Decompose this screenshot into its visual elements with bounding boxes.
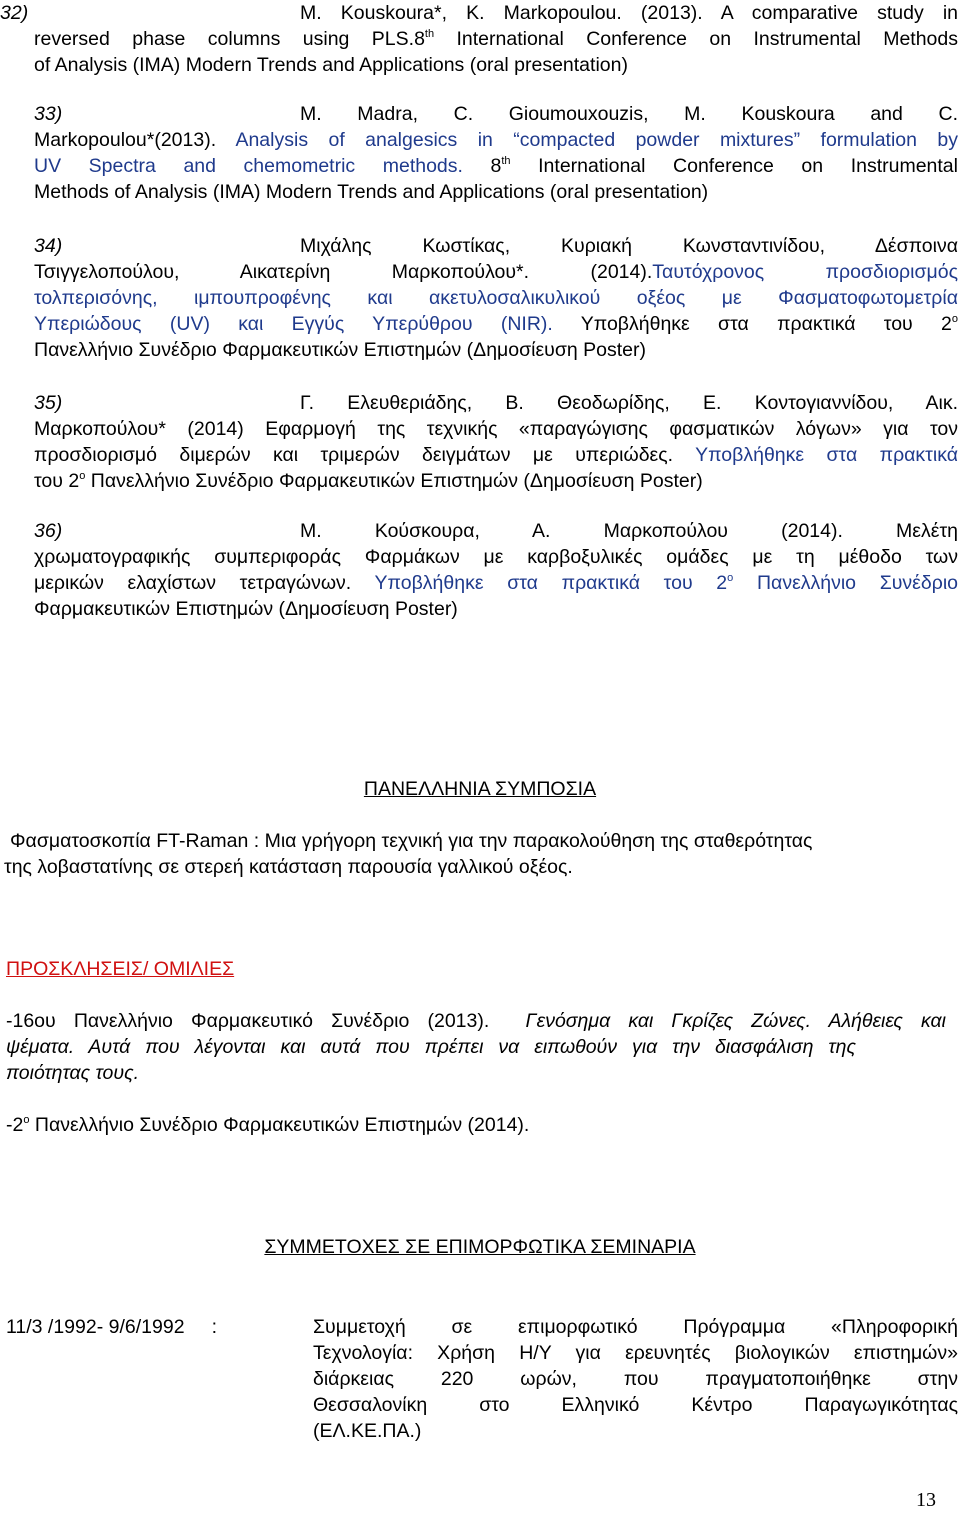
entry-authors: M. Madra, C. Gioumouxouzis, M. Kouskoura and C. — [300, 103, 958, 125]
seminar-description: Συμμετοχή σε επιμορφωτικό Πρόγραμμα «Πληροφορική Τεχνολογία: Χρήση Η/Υ για ερευνητές βιολογικών επιστημών» διάρκειας 220 ωρών, που πραγματοποιήθηκε στην Θεσσαλονίκη στο Ελληνικό Κέντρο Παραγωγικότητας (ΕΛ.ΚΕ.ΠΑ.) — [313, 1316, 958, 1442]
entry-authors: M. Kouskoura*, K. Markopoulou. (2013). A comparative study in — [300, 2, 958, 24]
entry-authors: Μιχάλης Κωστίκας, Κυριακή Κωνσταντινίδου, Δέσποινα — [300, 235, 958, 257]
entry-36: 36) Μ. Κούσκουρα, Α. Μαρκοπούλου (2014). Μελέτη χρωματογραφικής συμπεριφοράς Φαρμάκων με καρβοξυλικές ομάδες με τη μέθοδο των μερικών ελαχίστων τετραγώνων. Υποβλήθηκε στα πρακτικά του $2^o$ Πανελλήνιο Συνέδριο Φαρμακευτικών Επιστημών (Δημοσίευση Poster) — [34, 520, 958, 620]
entry-35: 35) Γ. Ελευθεριάδης, Β. Θεοδωρίδης, Ε. Κοντογιαννίδου, Αικ. Μαρκοπούλου* (2014) Εφαρμογή της τεχνικής «παραγώγισης φασματικών λόγων» για τον προσδιορισμό διμερών και τριμερών δειγμάτων με υπεριώδες. Υποβλήθηκε στα πρακτικά του $2^o$ Πανελλήνιο Συνέδριο Φαρμακευτικών Επιστημών (Δημοσίευση Poster) — [34, 392, 959, 492]
entry-authors: Μ. Κούσκουρα, Α. Μαρκοπούλου (2014). Μελέτη — [300, 520, 958, 542]
entry-number: 32) — [0, 2, 29, 24]
entry-title: Analysis of analgesics in “compacted powder mixtures” formulation by — [235, 129, 958, 151]
section-heading-symposia: ΠΑΝΕΛΛΗΝΙΑ ΣΥΜΠΟΣΙΑ — [363, 778, 597, 800]
entry-34: 34) Μιχάλης Κωστίκας, Κυριακή Κωνσταντινίδου, Δέσποινα Τσιγγελοπούλου, Αικατερίνη Μαρκοπούλου*. (2014).Ταυτόχρονος προσδιορισμός τολπερισόνης, ιμπουπροφένης και ακετυλοσαλικυλικού οξέος με Φασματοφωτομετρία Υπεριώδους (UV) και Εγγύς Υπερύθρου (NIR). Υποβλήθηκε στα πρακτικά του $2^o$ Πανελλήνιο Συνέδριο Φαρμακευτικών Επιστημών (Δημοσίευση Poster) — [34, 235, 958, 361]
section-heading-invitations: ΠΡΟΣΚΛΗΣΕΙΣ/ ΟΜΙΛΙΕΣ — [6, 958, 235, 980]
seminar-date: 11/3 /1992- 9/6/1992 : — [6, 1316, 218, 1338]
entry-32 — [0, 0, 958, 26]
entry-32-body: reversed phase columns using PLS.8th International Conference on Instrumental Methods of Analysis (IMA) Modern Trends and Applications (oral presentation) — [34, 28, 958, 76]
invitation-item-1: -16ου Πανελλήνιο Φαρμακευτικό Συνέδριο (2013). Γενόσημα και Γκρίζες Ζώνες. Αλήθειες και ψέματα. Αυτά που λέγονται και αυτά που πρέπει να ειπωθούν για την διασφάλιση της ποιότητας τους. — [6, 1010, 946, 1084]
invitation-item-2: $-2^o$ Πανελλήνιο Συνέδριο Φαρμακευτικών Επιστημών (2014). — [6, 1114, 530, 1136]
entry-number: 35) — [34, 392, 63, 414]
entry-number: 33) — [34, 103, 63, 125]
entry-33: 33) M. Madra, C. Gioumouxouzis, M. Kouskoura and C. Markopoulou*(2013). Analysis of analgesics in “compacted powder mixtures” formulation by UV Spectra and chemometric methods. 8th International Conference on Instrumental Methods of Analysis (IMA) Modern Trends and Applications (oral presentation) — [34, 103, 958, 203]
symposia-entry: Φασματοσκοπία FT-Raman : Μια γρήγορη τεχνική για την παρακολούθηση της σταθερότητας της λοβαστατίνης σε στερεή κατάσταση παρουσία γαλλικού οξέος. — [4, 830, 813, 878]
entry-authors: Γ. Ελευθεριάδης, Β. Θεοδωρίδης, Ε. Κοντογιαννίδου, Αικ. — [300, 392, 958, 414]
entry-number: 36) — [34, 520, 63, 542]
entry-number: 34) — [34, 235, 63, 257]
section-heading-seminars: ΣΥΜΜΕΤΟΧΕΣ ΣΕ ΕΠΙΜΟΡΦΩΤΙΚΑ ΣΕΜΙΝΑΡΙΑ — [264, 1236, 696, 1258]
page-number: 13 — [916, 1489, 936, 1511]
